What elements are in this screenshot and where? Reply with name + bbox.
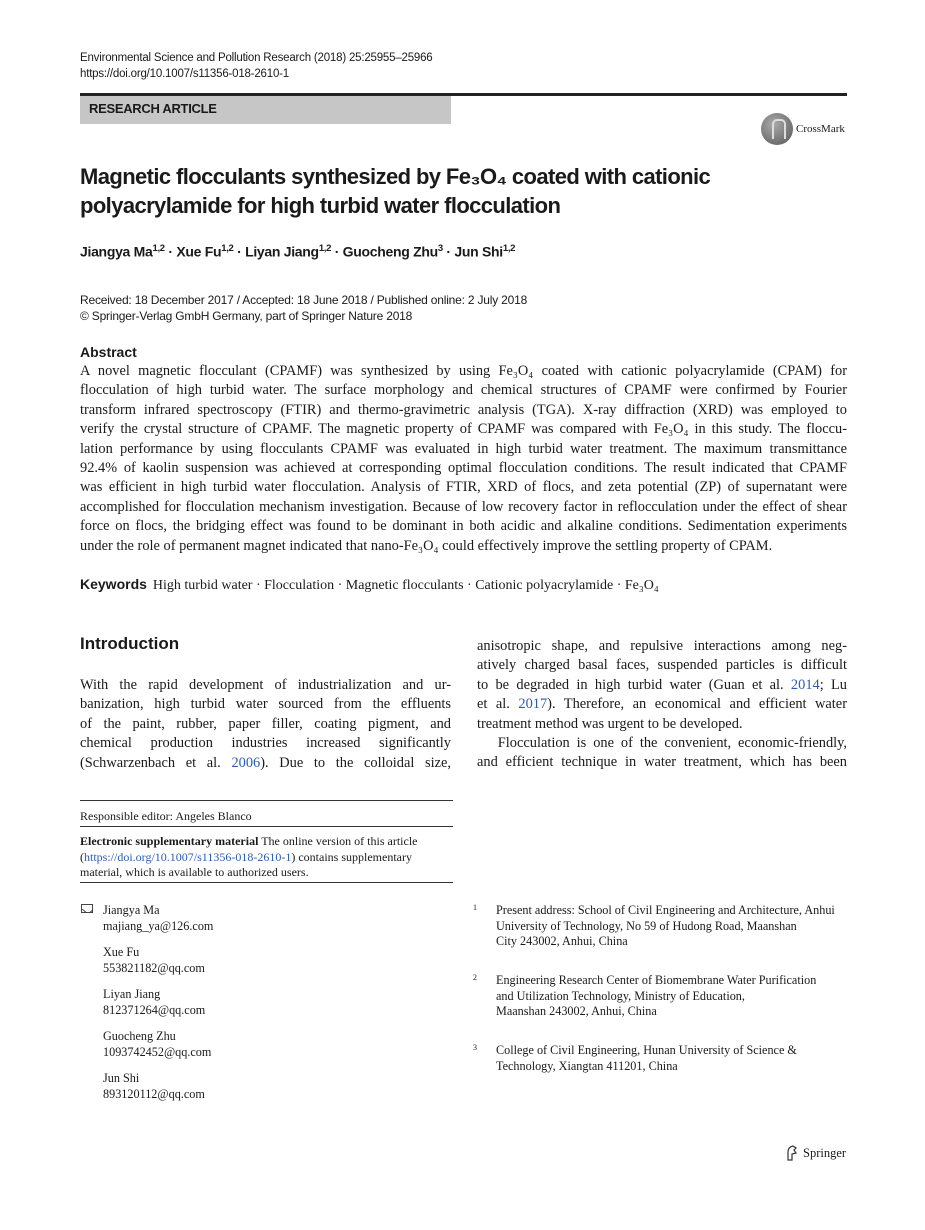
responsible-editor: Responsible editor: Angeles Blanco bbox=[80, 809, 252, 823]
contact-entry bbox=[80, 902, 213, 934]
crossmark-icon bbox=[761, 113, 793, 145]
line-text: atively charged basal faces, suspended particles is difficult bbox=[477, 657, 847, 674]
author-name[interactable]: Guocheng Zhu bbox=[342, 243, 438, 260]
article-type-banner: RESEARCH ARTICLE bbox=[80, 96, 451, 124]
title-line: polyacrylamide for high turbid water flocculation bbox=[80, 193, 561, 218]
line-text: With the rapid development of industrialization and ur- bbox=[80, 677, 451, 693]
author-name[interactable]: Liyan Jiang bbox=[245, 243, 319, 260]
esm-text: The online version of this article bbox=[258, 834, 418, 848]
affiliation-number: 3 bbox=[473, 1043, 477, 1052]
paragraph-line bbox=[477, 695, 847, 714]
affiliation-line: City 243002, Anhui, China bbox=[496, 934, 628, 948]
supplementary-link[interactable]: https://doi.org/10.1007/s11356-018-2610-1 bbox=[84, 849, 292, 864]
affiliation-text bbox=[496, 1043, 797, 1074]
abstract-line: A novel magnetic flocculant (CPAMF) was synthesized by using Fe₃O₄ coated with cationic polyacrylamide (CPAM) for bbox=[80, 363, 847, 379]
keywords-list: High turbid water · Flocculation · Magnetic flocculants · Cationic polyacrylamide · Fe₃O₄ bbox=[152, 578, 659, 593]
author-affiliation: 1,2 bbox=[221, 243, 234, 254]
contact-entry bbox=[80, 986, 213, 1018]
citation-link[interactable]: 2017 bbox=[518, 696, 548, 713]
corresponding-contacts bbox=[80, 902, 213, 1112]
contact-name: Jun Shi bbox=[103, 1071, 140, 1085]
author-affiliation: 1,2 bbox=[502, 243, 516, 254]
contact-entry bbox=[80, 1028, 213, 1060]
footnote-rule bbox=[80, 826, 453, 827]
esm-text: material, which is available to authorized users. bbox=[80, 865, 309, 879]
affiliation-number: 1 bbox=[473, 903, 477, 912]
line-text: of the paint, rubber, paper filler, coating pigment, and bbox=[80, 715, 451, 732]
footnote-rule bbox=[80, 800, 453, 801]
keywords-label: Keywords bbox=[80, 576, 147, 592]
introduction-left-column bbox=[80, 676, 451, 773]
line-text: to be degraded in high turbid water (Guan et al. bbox=[477, 676, 791, 693]
author-name[interactable]: Jiangya Ma bbox=[80, 243, 153, 260]
line-text: ; Lu bbox=[819, 676, 847, 693]
author-affiliation: 3 bbox=[437, 243, 443, 254]
abstract-line: force on flocs, the bridging effect was found to be dominant in both acidic and alkaline conditions. Sedimentation experiments bbox=[80, 518, 847, 535]
article-title bbox=[80, 162, 710, 220]
paragraph-line bbox=[80, 695, 451, 714]
keywords bbox=[80, 576, 659, 594]
abstract-line: accomplished for flocculation mechanism investigation. Because of low recovery factor in reflocculation under the effect of shear bbox=[80, 498, 847, 515]
doi-link[interactable]: https://doi.org/10.1007/s11356-018-2610-1 bbox=[80, 68, 289, 80]
paragraph-line bbox=[80, 676, 451, 695]
springer-logo bbox=[785, 1145, 846, 1161]
paragraph-line bbox=[80, 734, 451, 753]
paragraph-line bbox=[477, 676, 847, 695]
contact-email[interactable]: 812371264@qq.com bbox=[103, 1003, 206, 1017]
line-text: and efficient technique in water treatment, which has been bbox=[477, 754, 847, 771]
abstract-heading: Abstract bbox=[80, 344, 137, 360]
author-list bbox=[80, 243, 515, 260]
title-line: Magnetic flocculants synthesized by Fe₃O₄ coated with cationic bbox=[80, 164, 711, 189]
contact-email[interactable]: 553821182@qq.com bbox=[103, 961, 205, 975]
affiliation-text bbox=[496, 973, 816, 1020]
contact-email[interactable]: 1093742452@qq.com bbox=[103, 1045, 212, 1059]
publication-dates: Received: 18 December 2017 / Accepted: 18 June 2018 / Published online: 2 July 2018 bbox=[80, 293, 528, 307]
supplementary-note bbox=[80, 834, 453, 881]
author-name[interactable]: Xue Fu bbox=[176, 243, 222, 260]
line-text: et al. bbox=[477, 696, 519, 713]
author-affiliation: 1,2 bbox=[318, 243, 332, 254]
journal-citation: Environmental Science and Pollution Research (2018) 25:25955–25966 bbox=[80, 52, 433, 64]
contact-name: Jiangya Ma bbox=[103, 903, 160, 917]
author-separator: · bbox=[331, 243, 343, 260]
contact-name: Guocheng Zhu bbox=[103, 1029, 176, 1043]
copyright-notice: © Springer-Verlag GmbH Germany, part of Springer Nature 2018 bbox=[80, 309, 413, 323]
contact-entry bbox=[80, 1070, 213, 1102]
abstract-line: lation performance by using flocculants CPAMF was evaluated in high turbid water treatment. The maximum transmittance bbox=[80, 440, 847, 457]
contact-name: Liyan Jiang bbox=[103, 987, 161, 1001]
author-separator: · bbox=[233, 243, 246, 260]
abstract-body bbox=[80, 362, 847, 556]
line-text: Flocculation is one of the convenient, economic-friendly, bbox=[477, 734, 847, 751]
affiliation bbox=[473, 973, 853, 1020]
affiliation-line: Technology, Xiangtan 411201, China bbox=[496, 1058, 678, 1073]
affiliation-line: University of Technology, No 59 of Hudong Road, Maanshan bbox=[496, 918, 797, 933]
abstract-line: under the role of permanent magnet indicated that nano-Fe₃O₄ could effectively improve the settling property of CPAM. bbox=[80, 537, 773, 554]
affiliation-line: and Utilization Technology, Ministry of Education, bbox=[496, 988, 745, 1003]
paragraph-line bbox=[477, 753, 847, 772]
affiliation bbox=[473, 903, 853, 950]
contact-email[interactable]: majiang_ya@126.com bbox=[103, 919, 214, 933]
affiliation-line: Maanshan 243002, Anhui, China bbox=[496, 1004, 657, 1018]
affiliation-number: 2 bbox=[473, 973, 477, 982]
author-affiliation: 1,2 bbox=[152, 243, 165, 254]
citation-link[interactable]: 2014 bbox=[790, 676, 820, 693]
author-name[interactable]: Jun Shi bbox=[454, 243, 503, 260]
springer-horse-icon bbox=[785, 1145, 799, 1161]
paragraph-line bbox=[477, 734, 847, 753]
crossmark-label: CrossMark bbox=[796, 123, 845, 135]
footnote-rule bbox=[80, 882, 453, 883]
paragraph-line bbox=[477, 715, 847, 734]
affiliation-line: Engineering Research Center of Biomembrane Water Purification bbox=[496, 973, 817, 987]
crossmark-button[interactable] bbox=[761, 113, 845, 145]
paragraph-line bbox=[80, 754, 451, 773]
publisher-name: Springer bbox=[803, 1145, 847, 1160]
affiliation bbox=[473, 1043, 853, 1074]
author-separator: · bbox=[164, 243, 177, 260]
abstract-line: was efficient in high turbid water flocculation. Analysis of FTIR, XRD of flocs, and zeta potential (ZP) of supernatant were bbox=[80, 479, 847, 496]
line-text: chemical production industries increased significantly bbox=[80, 735, 451, 752]
line-text: banization, high turbid water sourced from the effluents bbox=[80, 696, 451, 713]
line-text: anisotropic shape, and repulsive interactions among neg- bbox=[477, 638, 847, 654]
paragraph-line bbox=[477, 637, 847, 656]
esm-text: ) contains supplementary bbox=[291, 849, 412, 864]
affiliation-text bbox=[496, 903, 835, 950]
abstract-line: flocculation of high turbid water. The surface morphology and chemical structures of CPAMF were confirmed by Fourier bbox=[80, 382, 847, 399]
paragraph-line bbox=[477, 656, 847, 675]
introduction-right-column bbox=[477, 637, 847, 773]
contact-entry bbox=[80, 944, 213, 976]
esm-label: Electronic supplementary material bbox=[80, 834, 259, 848]
paragraph-line bbox=[80, 715, 451, 734]
author-separator: · bbox=[442, 243, 455, 260]
line-text: (Schwarzenbach et al. bbox=[80, 754, 232, 771]
contact-name: Xue Fu bbox=[103, 945, 140, 959]
article-dates bbox=[80, 292, 527, 324]
citation-link[interactable]: 2006 bbox=[231, 754, 261, 771]
contact-email[interactable]: 893120112@qq.com bbox=[103, 1087, 205, 1101]
abstract-line: transform infrared spectroscopy (FTIR) and thermo-gravimetric analysis (TGA). X-ray diffraction (XRD) was employed to bbox=[80, 401, 847, 418]
line-text: ). Therefore, an economical and efficient water bbox=[547, 696, 847, 713]
abstract-line: verify the crystal structure of CPAMF. The magnetic property of CPAMF was compared with Fe₃O₄ in this study. The floccu- bbox=[80, 421, 847, 438]
introduction-heading: Introduction bbox=[80, 634, 180, 653]
esm-text: ( bbox=[80, 849, 84, 864]
affiliation-line: College of Civil Engineering, Hunan University of Science & bbox=[496, 1043, 797, 1057]
abstract-line: 92.4% of kaolin suspension was achieved at corresponding optimal flocculation conditions. The result indicated that CPAMF bbox=[80, 459, 847, 476]
line-text: treatment method was urgent to be developed. bbox=[477, 715, 743, 732]
affiliation-line: Present address: School of Civil Engineering and Architecture, Anhui bbox=[496, 903, 835, 917]
line-text: ). Due to the colloidal size, bbox=[260, 754, 452, 771]
